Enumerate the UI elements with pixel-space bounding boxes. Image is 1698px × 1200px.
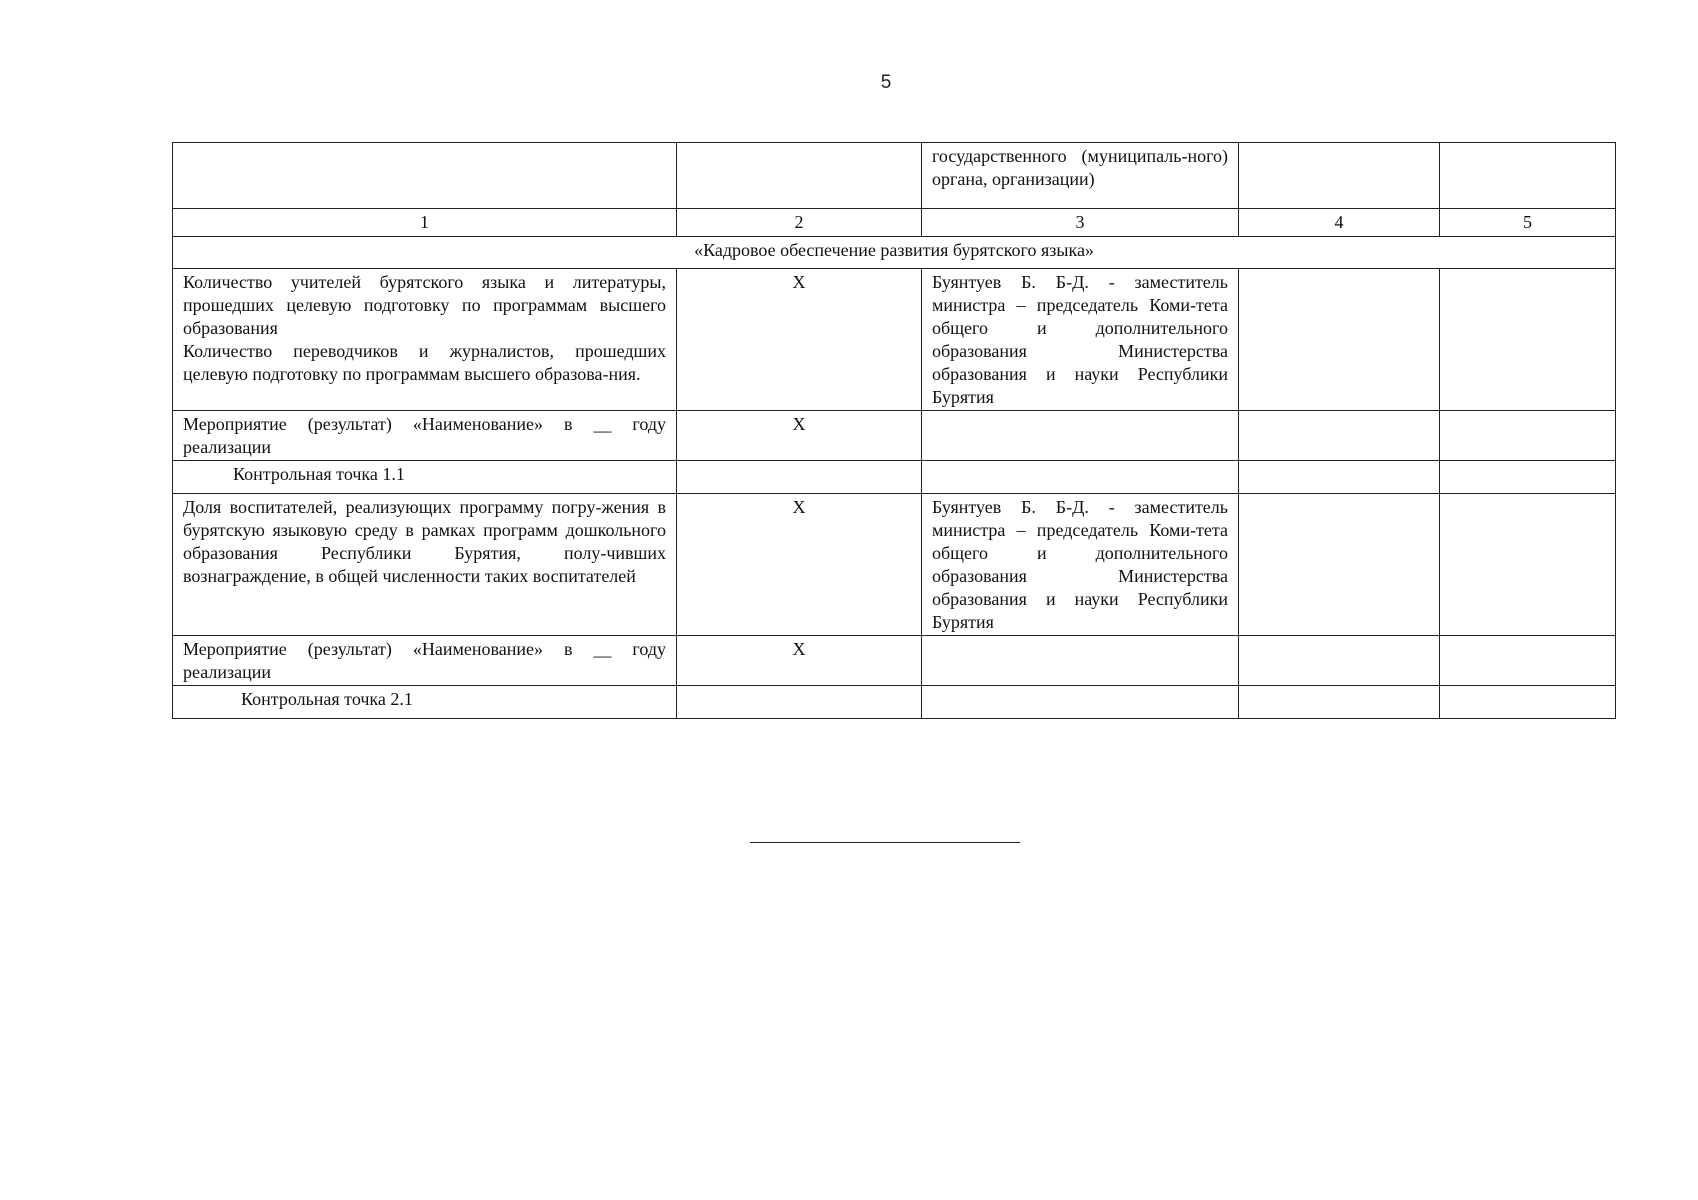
page-number: 5	[880, 72, 892, 93]
indicator-name-cell: Доля воспитателей, реализующих программу погру-жения в бурятскую языковую среду в рамках программ дошкольного образования Республики Бурятия, полу-чивших вознаграждение, в общей численности таких воспитателей	[173, 494, 677, 636]
cell-col4	[1239, 411, 1440, 461]
column-number: 2	[677, 209, 922, 237]
responsible-cell: Буянтуев Б. Б-Д. - заместитель министра – председатель Коми-тета общего и дополнительного образования Министерства образования и науки Республики Бурятия	[922, 494, 1239, 636]
event-name-cell: Мероприятие (результат) «Наименование» в __ году реализации	[173, 636, 677, 686]
table-row	[173, 686, 1616, 719]
column-number: 4	[1239, 209, 1440, 237]
cell-col5	[1440, 494, 1616, 636]
header-cell-4	[1239, 143, 1440, 209]
cell-col5	[1440, 636, 1616, 686]
column-number: 3	[922, 209, 1239, 237]
section-title: «Кадровое обеспечение развития бурятского языка»	[173, 237, 1616, 269]
indicator-name-line: Количество учителей бурятского языка и литературы, прошедших целевую подготовку по программам высшего образования	[183, 272, 666, 338]
header-cell-5	[1440, 143, 1616, 209]
responsible-cell: Буянтуев Б. Б-Д. - заместитель министра – председатель Коми-тета общего и дополнительного образования Министерства образования и науки Республики Бурятия	[922, 269, 1239, 411]
mark-cell: X	[677, 636, 922, 686]
header-continuation-row	[173, 143, 1616, 209]
header-cell-1	[173, 143, 677, 209]
mark-cell: X	[677, 411, 922, 461]
section-title-row	[173, 237, 1616, 269]
cell-col4	[1239, 461, 1440, 494]
mark-cell: X	[677, 494, 922, 636]
header-cell-3: государственного (муниципаль-ного) органа, организации)	[922, 143, 1239, 209]
mark-cell	[677, 461, 922, 494]
event-name-cell: Мероприятие (результат) «Наименование» в __ году реализации	[173, 411, 677, 461]
column-number: 5	[1440, 209, 1616, 237]
cell-col4	[1239, 269, 1440, 411]
cell-col4	[1239, 636, 1440, 686]
responsible-cell	[922, 686, 1239, 719]
table-row	[173, 269, 1616, 411]
mark-cell: X	[677, 269, 922, 411]
table-row	[173, 494, 1616, 636]
table-row	[173, 411, 1616, 461]
responsible-cell	[922, 636, 1239, 686]
checkpoint-cell: Контрольная точка 1.1	[173, 461, 677, 494]
indicator-name-cell	[173, 269, 677, 411]
table-row	[173, 461, 1616, 494]
column-numbers-row	[173, 209, 1616, 237]
document-table	[172, 142, 1616, 719]
responsible-cell	[922, 461, 1239, 494]
cell-col5	[1440, 686, 1616, 719]
responsible-cell	[922, 411, 1239, 461]
checkpoint-cell: Контрольная точка 2.1	[173, 686, 677, 719]
footer-separator-line	[750, 842, 1020, 843]
cell-col5	[1440, 461, 1616, 494]
cell-col4	[1239, 494, 1440, 636]
mark-cell	[677, 686, 922, 719]
column-number: 1	[173, 209, 677, 237]
indicator-name-line: Количество переводчиков и журналистов, прошедших целевую подготовку по программам высшего образова-ния.	[183, 341, 666, 384]
table-row	[173, 636, 1616, 686]
cell-col5	[1440, 269, 1616, 411]
cell-col5	[1440, 411, 1616, 461]
header-cell-2	[677, 143, 922, 209]
cell-col4	[1239, 686, 1440, 719]
